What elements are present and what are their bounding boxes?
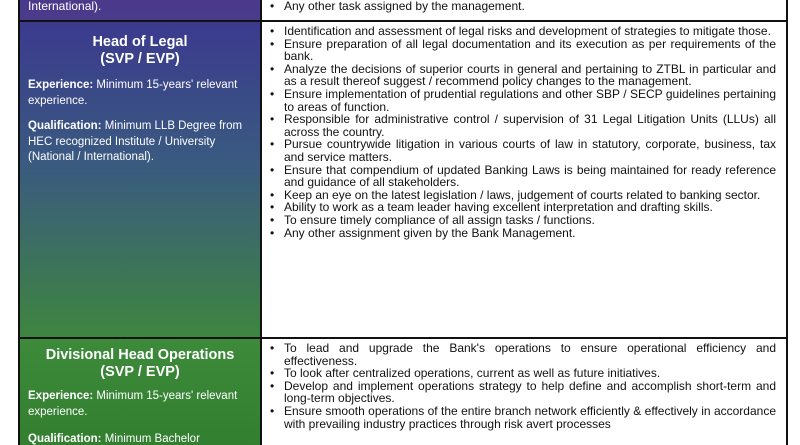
top-section xyxy=(0,0,800,20)
bullet-item: • Develop and implement operations strategy to help define and accomplish short-term and long-term objectives. xyxy=(270,380,776,405)
bullet-item: • Ensure implementation of prudential regulations and other SBP / SECP guidelines pertaining to areas of function. xyxy=(270,88,776,113)
operations-title xyxy=(20,347,260,381)
legal-left-panel xyxy=(20,22,260,337)
operations-left-panel xyxy=(20,339,260,445)
legal-qualification-text: Minimum LLB Degree from HEC recognized Institute / University (National / International). xyxy=(28,120,243,163)
bullet-item: • To ensure timely compliance of all assign tasks / functions. xyxy=(270,214,776,227)
legal-title xyxy=(20,34,260,68)
row-divider xyxy=(18,20,788,22)
operations-qualification xyxy=(20,432,260,445)
operations-qualification-text: Minimum Bachelor xyxy=(104,433,200,445)
legal-experience-label: Experience: xyxy=(28,79,94,91)
legal-experience-text: Minimum 15-years' relevant experience. xyxy=(28,79,238,107)
bullet-item: • Any other task assigned by the management. xyxy=(270,0,776,13)
legal-qualification xyxy=(20,119,260,166)
bullet-item: • Pursue countrywide litigation in various courts of law in statutory, corporate, business, tax and service matters. xyxy=(270,138,776,163)
bullet-item: • To lead and upgrade the Bank's operations to ensure operational efficiency and effectiveness. xyxy=(270,342,776,367)
column-divider xyxy=(260,0,262,445)
bullet-item: • Ability to work as a team leader having excellent interpretation and drafting skills. xyxy=(270,201,776,214)
top-section-left-text: International). xyxy=(28,0,102,13)
operations-title-line1: Divisional Head Operations xyxy=(45,347,235,363)
operations-bullets xyxy=(262,339,786,430)
bullet-item: • Any other assignment given by the Bank Management. xyxy=(270,227,776,240)
operations-title-line2: (SVP / EVP) xyxy=(100,364,180,380)
operations-qualification-label: Qualification: xyxy=(28,433,102,445)
legal-experience xyxy=(20,78,260,109)
top-section-left xyxy=(20,0,260,20)
table-right-border xyxy=(786,0,788,445)
bullet-item: • Analyze the decisions of superior courts in general and pertaining to ZTBL in particular and as a result thereof suggest / recommend policy changes to the management. xyxy=(270,63,776,88)
operations-section xyxy=(0,339,800,445)
legal-bullets xyxy=(262,22,786,239)
legal-right-panel xyxy=(262,22,786,337)
bullet-item: • Ensure preparation of all legal documentation and its execution as per requirements of the bank. xyxy=(270,38,776,63)
bullet-item: • Identification and assessment of legal risks and development of strategies to mitigate those. xyxy=(270,25,776,38)
bullet-item: • Responsible for administrative control / supervision of 31 Legal Litigation Units (LLUs) all across the country. xyxy=(270,113,776,138)
bullet-item: • Ensure smooth operations of the entire branch network efficiently & effectively in accordance with prevailing industry practices through risk avert processes xyxy=(270,405,776,430)
operations-right-panel xyxy=(262,339,786,445)
table-left-border xyxy=(18,0,20,445)
legal-title-line1: Head of Legal xyxy=(92,34,188,50)
operations-experience-label: Experience: xyxy=(28,390,94,402)
bullet-item: • Ensure that compendium of updated Banking Laws is being maintained for ready reference and guidance of all stakeholders. xyxy=(270,164,776,189)
legal-section xyxy=(0,22,800,337)
bullet-item: • Keep an eye on the latest legislation / laws, judgement of courts related to banking sector. xyxy=(270,189,776,202)
legal-qualification-label: Qualification: xyxy=(28,120,102,132)
row-divider xyxy=(18,337,788,339)
operations-experience-text: Minimum 15-years' relevant experience. xyxy=(28,390,238,418)
legal-title-line2: (SVP / EVP) xyxy=(100,51,180,67)
operations-experience xyxy=(20,389,260,420)
top-section-bullets xyxy=(262,0,786,13)
top-section-right xyxy=(262,0,786,20)
bullet-item: • To look after centralized operations, current as well as future initiatives. xyxy=(270,367,776,380)
